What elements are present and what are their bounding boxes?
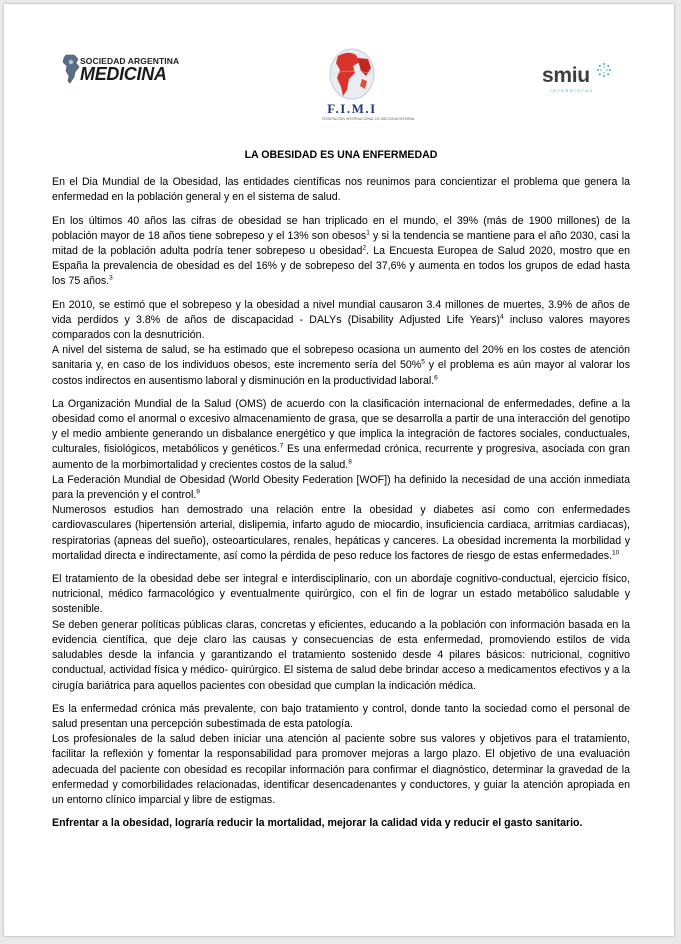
globe-icon xyxy=(326,46,378,102)
document-title: LA OBESIDAD ES UNA ENFERMEDAD xyxy=(244,149,438,161)
paragraph-professionals: Los profesionales de la salud deben iniciar una atención al paciente sobre sus valores y objetivos para el tratamiento, facilitar la reflexión y fomentar la responsabilidad para promover mejoras a largo plazo. El objetivo de una evaluación adecuada del paciente con obesidad es recopilar información para confirmar el diagnóstico, determinar la gravedad de la enfermedad y comorbilidades relacionadas, identificar desencadenantes y conductores, y guiar la atención apropiada en un entorno clínico imparcial y libre de estigmas. xyxy=(52,733,630,806)
document-page xyxy=(4,4,674,936)
smiu-logo-line2: INTERNISTAS xyxy=(550,88,594,93)
paragraph-mortality: En 2010, se estimó que el sobrepeso y la obesidad a nivel mundial causaron 3.4 millones de muertes, 3.9% de años de vida perdidos y 3.8% de años de discapacidad - DALYs (Disability Adjusted Life Years)$^4$ incluso valores mayores comparados con la desnutrición. xyxy=(52,298,630,342)
fiml-logo-line2: FEDERACIÓN INTERNACIONAL DE MEDICINA INTERNA xyxy=(322,117,415,121)
paragraph-wof: La Federación Mundial de Obesidad (World Obesity Federation [WOF]) ha definido la necesidad de una acción inmediata para la prevención y el control.$^9$ xyxy=(52,473,630,502)
paragraph-prevalence: En los últimos 40 años las cifras de obesidad se han triplicado en el mundo, el 39% (más de 1900 millones) de la población mayor de 18 años tiene sobrepeso y el 13% son obesos$^1$ y si la tendencia se mantiene para el año 2030, casi la mitad de la población adulta podría tener sobrepeso u obesidad$^2$. La Encuesta Europea de Salud 2020, mostro que en España la prevalencia de obesidad es del 16% y de sobrepeso del 37,6% y aumenta en todos los grupos de edad hasta los 75 años.$^3$ xyxy=(52,214,630,288)
header-logos xyxy=(4,4,674,134)
paragraph-health-costs: A nivel del sistema de salud, se ha estimado que el sobrepeso ocasiona un aumento del 20% en los costes de atención sanitaria y, en caso de los individuos obesos, este incremento sería del 50%$^5$ y el problema es aún mayor al valorar los costos indirectos en ausentismo laboral y disminución en la productividad laboral.$^6$ xyxy=(52,344,630,387)
sam-logo-line1: SOCIEDAD ARGENTINA xyxy=(80,56,180,66)
paragraph-treatment: El tratamiento de la obesidad debe ser integral e interdisciplinario, con un abordaje cognitivo-conductual, ejercicio físico, nutricional, médico farmacológico y eventualmente quirúrgico, con el fin de lograr un estado metabólico saludable y sostenible. xyxy=(52,573,630,616)
dotted-circle-icon xyxy=(596,62,612,78)
smiu-logo-line1: smiu xyxy=(542,64,590,87)
paragraph-conclusion: Enfrentar a la obesidad, lograría reducir la mortalidad, mejorar la calidad vida y reducir el gasto sanitario. xyxy=(52,817,583,830)
sociedad-argentina-medicina-logo xyxy=(60,54,180,94)
paragraph-intro: En el Dia Mundial de la Obesidad, las entidades científicas nos reunimos para concientizar el problema que genera la enfermedad en la población general y en el sistema de salud. xyxy=(52,176,630,204)
argentina-map-icon xyxy=(60,54,82,84)
paragraph-comorbidities: Numerosos estudios han demostrado una relación entre la obesidad y diabetes así como con enfermedades cardiovasculares (hipertensión arterial, dislipemia, infarto agudo de miocardio, insuficiencia cardiaca, arritmias cardiacas), respiratorias (apneas del sueño), osteoarticulares, renales, hepáticas y canceres. La obesidad incrementa la morbilidad y mortalidad directa e indirectamente, así como la pérdida de peso reduce los factores de riesgo de estas enfermedades.$^{10}$ xyxy=(52,504,630,562)
smiu-logo xyxy=(542,64,622,98)
paragraph-public-policy: Se deben generar políticas públicas claras, concretas y eficientes, educando a la población con información basada en la evidencia científica, que deje claro las causas y consecuencias de esta enfermedad, promoviendo estilos de vida saludables desde la infancia y garantizando el tratamiento sostenido desde 4 pilares básicos: nutricional, cognitivo conductual, actividad física y médico- quirúrgico. El sistema de salud debe brindar acceso a medicamentos efectivos y a la cirugía bariátrica para aquellos pacientes con obesidad que cumplan la indicación médica. xyxy=(52,618,630,692)
fiml-logo-line1: F.I.M.I xyxy=(327,101,377,116)
paragraph-oms-definition: La Organización Mundial de la Salud (OMS) de acuerdo con la clasificación internacional de enfermedades, define a la obesidad como el anormal o excesivo almacenamiento de grasa, que se desarrolla a partir de una interacción del genotipo y el medio ambiente generando un disbalance energético y que implica la integración de factores sociales, conductuales, culturales, fisiológicos, metabólicos y genéticos.$^7$ Es una enfermedad crónica, recurrente y progresiva, asociada con gran aumento de la morbimortalidad y crecientes costos de la salud.$^8$ xyxy=(52,397,631,471)
paragraph-prevalent-disease: Es la enfermedad crónica más prevalente, con bajo tratamiento y control, donde tanto la sociedad como el personal de salud presentan una percepción subestimada de esta patología. xyxy=(52,702,630,730)
fiml-logo xyxy=(322,46,415,126)
document-body xyxy=(52,148,630,831)
sam-logo-line2: MEDICINA xyxy=(80,64,167,84)
